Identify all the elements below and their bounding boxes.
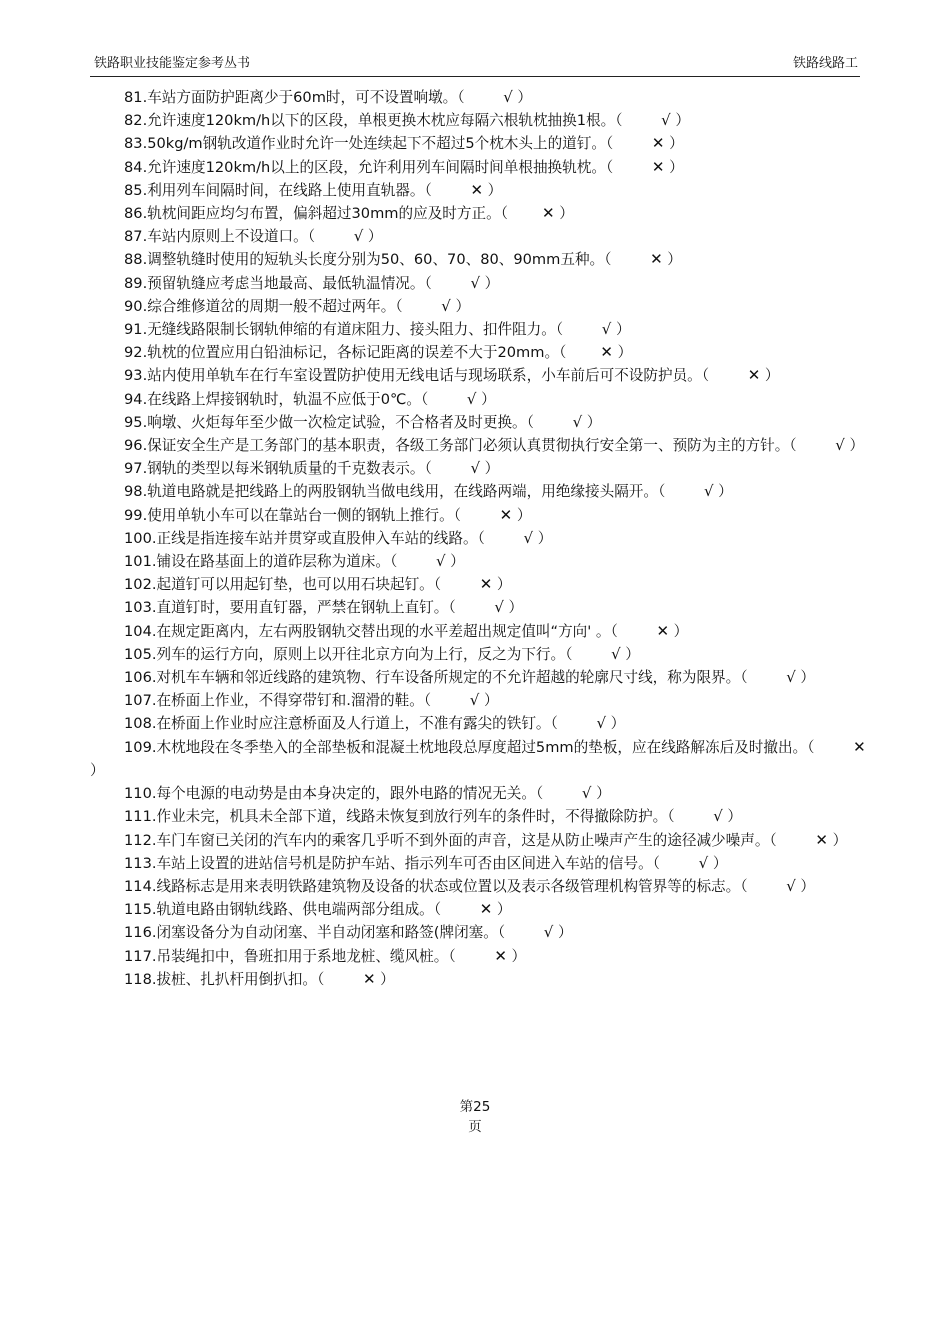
question-text: 99.使用单轨小车可以在靠站台一侧的钢轨上推行。 bbox=[124, 506, 454, 524]
page-number-line2: 页 bbox=[468, 1119, 482, 1135]
question-text: 114.线路标志是用来表明铁路建筑物及设备的状态或位置以及表示各级管理机构管界等的标志。 bbox=[124, 877, 741, 895]
list-item bbox=[90, 411, 880, 434]
answer-close-paren: ） bbox=[722, 808, 743, 826]
answer-mark: √ bbox=[611, 644, 621, 663]
list-item bbox=[90, 666, 880, 689]
answer-close-paren: ） bbox=[662, 251, 682, 269]
question-text: 108.在桥面上作业时应注意桥面及人行道上，不准有露尖的铁钉。 bbox=[124, 715, 551, 733]
answer-mark: √ bbox=[835, 436, 845, 455]
answer-close-paren: ） bbox=[503, 599, 524, 617]
answer-mark: ✕ bbox=[362, 969, 376, 988]
answer-open-paren: （ bbox=[457, 89, 470, 106]
answer-open-paren: （ bbox=[565, 645, 578, 663]
answer-open-paren: （ bbox=[615, 112, 628, 130]
answer-mark: √ bbox=[601, 320, 612, 339]
question-text: 113.车站上设置的进站信号机是防护车站、指示列车可否由区间进入车站的信号。 bbox=[124, 854, 653, 872]
list-item bbox=[90, 341, 880, 364]
answer-open-paren: （ bbox=[448, 599, 461, 617]
question-text: 111.作业未完，机具未全部下道，线路未恢复到放行列车的条件时，不得撤除防护。 bbox=[124, 808, 668, 826]
list-item bbox=[90, 527, 880, 550]
header-book-series: 铁路职业技能鉴定参考丛书 bbox=[94, 56, 251, 71]
answer-mark: √ bbox=[435, 552, 446, 571]
list-item bbox=[90, 921, 880, 944]
question-text: 93.站内使用单轨车在行车室设置防护使用无线电话与现场联系，小车前后可不设防护员。 bbox=[124, 367, 702, 385]
answer-open-paren: （ bbox=[658, 483, 670, 501]
question-text: 95.响墩、火炬每年至少做一次检定试验，不合格者及时更换。 bbox=[124, 413, 527, 431]
answer-close-paren: ） bbox=[620, 645, 640, 663]
answer-close-paren: ） bbox=[553, 924, 573, 942]
page-number bbox=[0, 1097, 950, 1137]
answer-open-paren: （ bbox=[317, 970, 329, 988]
question-text: 107.在桥面上作业，不得穿带钉和.溜滑的鞋。 bbox=[124, 692, 424, 710]
answer-open-paren: （ bbox=[555, 321, 568, 339]
answer-open-paren: （ bbox=[701, 367, 714, 385]
answer-open-paren: （ bbox=[433, 576, 446, 594]
list-item bbox=[90, 318, 880, 341]
answer-close-paren: ） bbox=[492, 901, 512, 919]
list-item bbox=[90, 689, 880, 712]
question-text: 115.轨道电路由钢轨线路、供电端两部分组成。 bbox=[124, 901, 434, 919]
answer-open-paren: （ bbox=[740, 669, 753, 687]
question-text: 87.车站内原则上不设道口。 bbox=[124, 228, 308, 246]
answer-open-paren: （ bbox=[559, 344, 567, 362]
answer-close-paren: ） bbox=[363, 228, 383, 246]
question-text: 94.在线路上焊接钢轨时，轨温不应低于0℃。 bbox=[124, 390, 421, 408]
question-text: 81.车站方面防护距离少于60m时，可不设置响墩。 bbox=[124, 89, 458, 106]
answer-open-paren: （ bbox=[604, 251, 617, 269]
list-item bbox=[90, 504, 880, 527]
question-text: 117.吊装绳扣中，鲁班扣用于系地龙桩、缆风桩。 bbox=[124, 947, 449, 965]
answer-close-paren: ） bbox=[554, 205, 574, 223]
answer-close-paren: ） bbox=[827, 831, 848, 849]
list-item bbox=[90, 179, 880, 202]
answer-close-paren: ） bbox=[483, 181, 503, 199]
answer-close-paren: ） bbox=[795, 669, 815, 687]
list-item bbox=[90, 86, 880, 109]
answer-open-paren: （ bbox=[605, 158, 618, 176]
answer-close-paren: ） bbox=[512, 506, 532, 524]
answer-close-paren: ） bbox=[90, 761, 105, 779]
answer-close-paren: ） bbox=[533, 529, 553, 547]
list-item bbox=[90, 480, 880, 503]
list-item bbox=[90, 156, 880, 179]
list-item bbox=[90, 132, 880, 155]
answer-open-paren: （ bbox=[500, 205, 508, 223]
answer-close-paren: ） bbox=[450, 297, 471, 315]
question-list bbox=[90, 86, 880, 991]
answer-open-paren: （ bbox=[526, 413, 539, 431]
answer-open-paren: （ bbox=[453, 506, 466, 524]
answer-close-paren: ） bbox=[611, 321, 631, 339]
list-item bbox=[90, 457, 880, 480]
question-text: 97.钢轨的类型以每米钢轨质量的千克数表示。 bbox=[124, 460, 425, 478]
answer-open-paren: （ bbox=[610, 622, 623, 640]
question-text: 98.轨道电路就是把线路上的两股钢轨当做电线用，在线路两端，用绝缘接头隔开。 bbox=[124, 483, 658, 501]
question-text: 105.列车的运行方向，原则上以开往北京方向为上行，反之为下行。 bbox=[124, 645, 566, 663]
answer-mark: ✕ bbox=[600, 343, 613, 362]
answer-mark: ✕ bbox=[747, 366, 761, 385]
question-text: 96.保证安全生产是工务部门的基本职责，各级工务部门必须认真贯彻执行安全第一、预防为主的方针。 bbox=[124, 437, 790, 455]
answer-close-paren: ） bbox=[476, 390, 496, 408]
answer-open-paren: （ bbox=[652, 854, 665, 872]
header-chapter-title: 铁路线路工 bbox=[792, 56, 858, 71]
answer-open-paren: （ bbox=[535, 785, 548, 803]
answer-open-paren: （ bbox=[448, 947, 461, 965]
question-text: 90.综合维修道岔的周期一般不超过两年。 bbox=[124, 297, 396, 315]
answer-close-paren: ） bbox=[664, 158, 684, 176]
answer-open-paren: （ bbox=[807, 738, 820, 756]
answer-open-paren: （ bbox=[497, 924, 510, 942]
question-text: 109.木枕地段在冬季垫入的全部垫板和混凝土枕地段总厚度超过5mm的垫板，应在线路解冻后及时撤出。 bbox=[124, 738, 808, 756]
answer-mark: √ bbox=[523, 528, 534, 547]
list-item bbox=[90, 643, 880, 666]
answer-mark: √ bbox=[596, 714, 607, 733]
question-text: 106.对机车车辆和邻近线路的建筑物、行车设备所规定的不允许超越的轮廓尺寸线，称为限界。 bbox=[124, 669, 741, 687]
list-item bbox=[90, 272, 880, 295]
question-text: 110.每个电源的电动势是由本身决定的，跟外电路的情况无关。 bbox=[124, 785, 536, 803]
answer-mark: ✕ bbox=[853, 737, 866, 756]
page-number-line1: 第25 bbox=[459, 1099, 491, 1115]
answer-mark: √ bbox=[786, 876, 796, 895]
answer-close-paren: ） bbox=[445, 553, 465, 571]
answer-open-paren: （ bbox=[423, 692, 436, 710]
answer-close-paren: ） bbox=[708, 854, 728, 872]
answer-close-paren: ） bbox=[760, 367, 780, 385]
question-text: 116.闭塞设备分为自动闭塞、半自动闭塞和路签(牌闭塞。 bbox=[124, 924, 498, 942]
list-item bbox=[90, 364, 880, 387]
list-item bbox=[90, 782, 880, 805]
answer-mark: √ bbox=[713, 807, 723, 826]
answer-open-paren: （ bbox=[667, 808, 680, 826]
list-item bbox=[90, 852, 880, 875]
answer-mark: ✕ bbox=[651, 157, 665, 176]
question-text: 91.无缝线路限制长钢轨伸缩的有道床阻力、接头阻力、扣件阻力。 bbox=[124, 321, 556, 339]
answer-mark: ✕ bbox=[651, 134, 665, 153]
question-text: 84.允许速度120km/h以上的区段，允许利用列车间隔时间单根抽换轨枕。 bbox=[124, 158, 606, 176]
answer-open-paren: （ bbox=[424, 460, 437, 478]
answer-mark: ✕ bbox=[494, 946, 507, 965]
answer-mark: √ bbox=[786, 668, 796, 687]
list-item bbox=[90, 596, 880, 619]
answer-open-paren: （ bbox=[433, 901, 446, 919]
answer-open-paren: （ bbox=[420, 390, 433, 408]
list-item bbox=[90, 829, 880, 852]
answer-mark: ✕ bbox=[650, 250, 663, 269]
answer-mark: √ bbox=[353, 227, 364, 246]
answer-open-paren: （ bbox=[307, 228, 320, 246]
answer-close-paren: ） bbox=[670, 112, 690, 130]
question-text: 82.允许速度120km/h以下的区段，单根更换木枕应每隔六根轨枕抽换1根。 bbox=[124, 112, 616, 130]
answer-mark: ✕ bbox=[470, 180, 484, 199]
answer-mark: √ bbox=[543, 923, 554, 942]
answer-open-paren: （ bbox=[769, 831, 782, 849]
question-text: 92.轨枕的位置应用白铅油标记，各标记距离的误差不大于20mm。 bbox=[124, 344, 560, 362]
answer-mark: ✕ bbox=[479, 575, 493, 594]
list-item bbox=[90, 388, 880, 411]
question-text: 101.铺设在路基面上的道砟层称为道床。 bbox=[124, 553, 390, 571]
answer-close-paren: ） bbox=[480, 460, 500, 478]
list-item bbox=[90, 875, 880, 898]
list-item bbox=[90, 434, 880, 457]
answer-open-paren: （ bbox=[605, 135, 618, 153]
answer-mark: √ bbox=[698, 853, 709, 872]
page-header bbox=[90, 52, 860, 77]
answer-close-paren: ） bbox=[612, 344, 633, 362]
question-text: 100.正线是指连接车站并贯穿或直股伸入车站的线路。 bbox=[124, 529, 478, 547]
answer-mark: √ bbox=[466, 389, 477, 408]
list-item bbox=[90, 712, 880, 735]
list-item bbox=[90, 573, 880, 596]
question-text: 88.调整轨缝时使用的短轨头长度分别为50、60、70、80、90mm五种。 bbox=[124, 251, 605, 269]
list-item bbox=[90, 550, 880, 573]
answer-mark: √ bbox=[503, 88, 513, 106]
question-text: 89.预留轨缝应考虑当地最高、最低轨温情况。 bbox=[124, 274, 425, 292]
answer-mark: ✕ bbox=[499, 505, 513, 524]
answer-mark: √ bbox=[661, 111, 671, 130]
answer-mark: ✕ bbox=[479, 900, 493, 919]
question-text: 85.利用列车间隔时间，在线路上使用直轨器。 bbox=[124, 181, 425, 199]
list-item bbox=[90, 109, 880, 132]
list-item bbox=[90, 805, 880, 828]
question-text: 103.直道钉时，要用直钉器，严禁在钢轨上直钉。 bbox=[124, 599, 449, 617]
list-item bbox=[90, 295, 880, 318]
answer-open-paren: （ bbox=[789, 437, 802, 455]
answer-mark: √ bbox=[441, 296, 451, 315]
answer-mark: ✕ bbox=[541, 204, 555, 223]
answer-close-paren: ） bbox=[512, 89, 533, 106]
answer-close-paren: ） bbox=[669, 622, 689, 640]
answer-mark: √ bbox=[469, 691, 480, 710]
answer-close-paren: ） bbox=[375, 970, 395, 988]
answer-open-paren: （ bbox=[390, 553, 402, 571]
list-item bbox=[90, 945, 880, 968]
answer-mark: √ bbox=[470, 459, 480, 478]
list-item bbox=[90, 968, 880, 991]
list-item bbox=[90, 736, 880, 782]
answer-mark: √ bbox=[494, 598, 504, 617]
answer-mark: √ bbox=[572, 412, 583, 431]
answer-close-paren: ） bbox=[582, 413, 602, 431]
question-text: 112.车门车窗已关闭的汽车内的乘客几乎听不到外面的声音，这是从防止噪声产生的途径减少噪声。 bbox=[124, 831, 770, 849]
list-item bbox=[90, 202, 880, 225]
answer-open-paren: （ bbox=[477, 529, 490, 547]
answer-close-paren: ） bbox=[480, 274, 500, 292]
list-item bbox=[90, 898, 880, 921]
question-text: 83.50kg/m钢轨改道作业时允许一处连续起下不超过5个枕木头上的道钉。 bbox=[124, 135, 606, 153]
answer-close-paren: ） bbox=[795, 877, 815, 895]
answer-mark: √ bbox=[470, 273, 480, 292]
answer-close-paren: ） bbox=[664, 135, 684, 153]
answer-open-paren: （ bbox=[424, 274, 437, 292]
answer-close-paren: ） bbox=[713, 483, 733, 501]
question-text: 102.起道钉可以用起钉垫，也可以用石块起钉。 bbox=[124, 576, 434, 594]
answer-mark: ✕ bbox=[815, 830, 828, 849]
answer-close-paren: ） bbox=[844, 437, 865, 455]
list-item bbox=[90, 225, 880, 248]
list-item bbox=[90, 248, 880, 271]
answer-close-paren: ） bbox=[479, 692, 499, 710]
answer-open-paren: （ bbox=[740, 877, 753, 895]
question-text: 104.在规定距离内，左右两股钢轨交替出现的水平差超出规定值叫“方向' 。 bbox=[124, 622, 611, 640]
answer-close-paren: ） bbox=[591, 785, 611, 803]
answer-close-paren: ） bbox=[606, 715, 626, 733]
answer-mark: ✕ bbox=[656, 621, 670, 640]
answer-mark: √ bbox=[703, 482, 714, 501]
list-item bbox=[90, 620, 880, 643]
question-text: 118.拔桩、扎扒杆用倒扒扣。 bbox=[124, 970, 318, 988]
answer-open-paren: （ bbox=[395, 297, 408, 315]
answer-close-paren: ） bbox=[506, 947, 527, 965]
answer-open-paren: （ bbox=[550, 715, 563, 733]
question-text: 86.轨枕间距应均匀布置，偏斜超过30mm的应及时方正。 bbox=[124, 205, 501, 223]
answer-close-paren: ） bbox=[492, 576, 512, 594]
answer-open-paren: （ bbox=[424, 181, 437, 199]
answer-mark: √ bbox=[581, 784, 592, 803]
